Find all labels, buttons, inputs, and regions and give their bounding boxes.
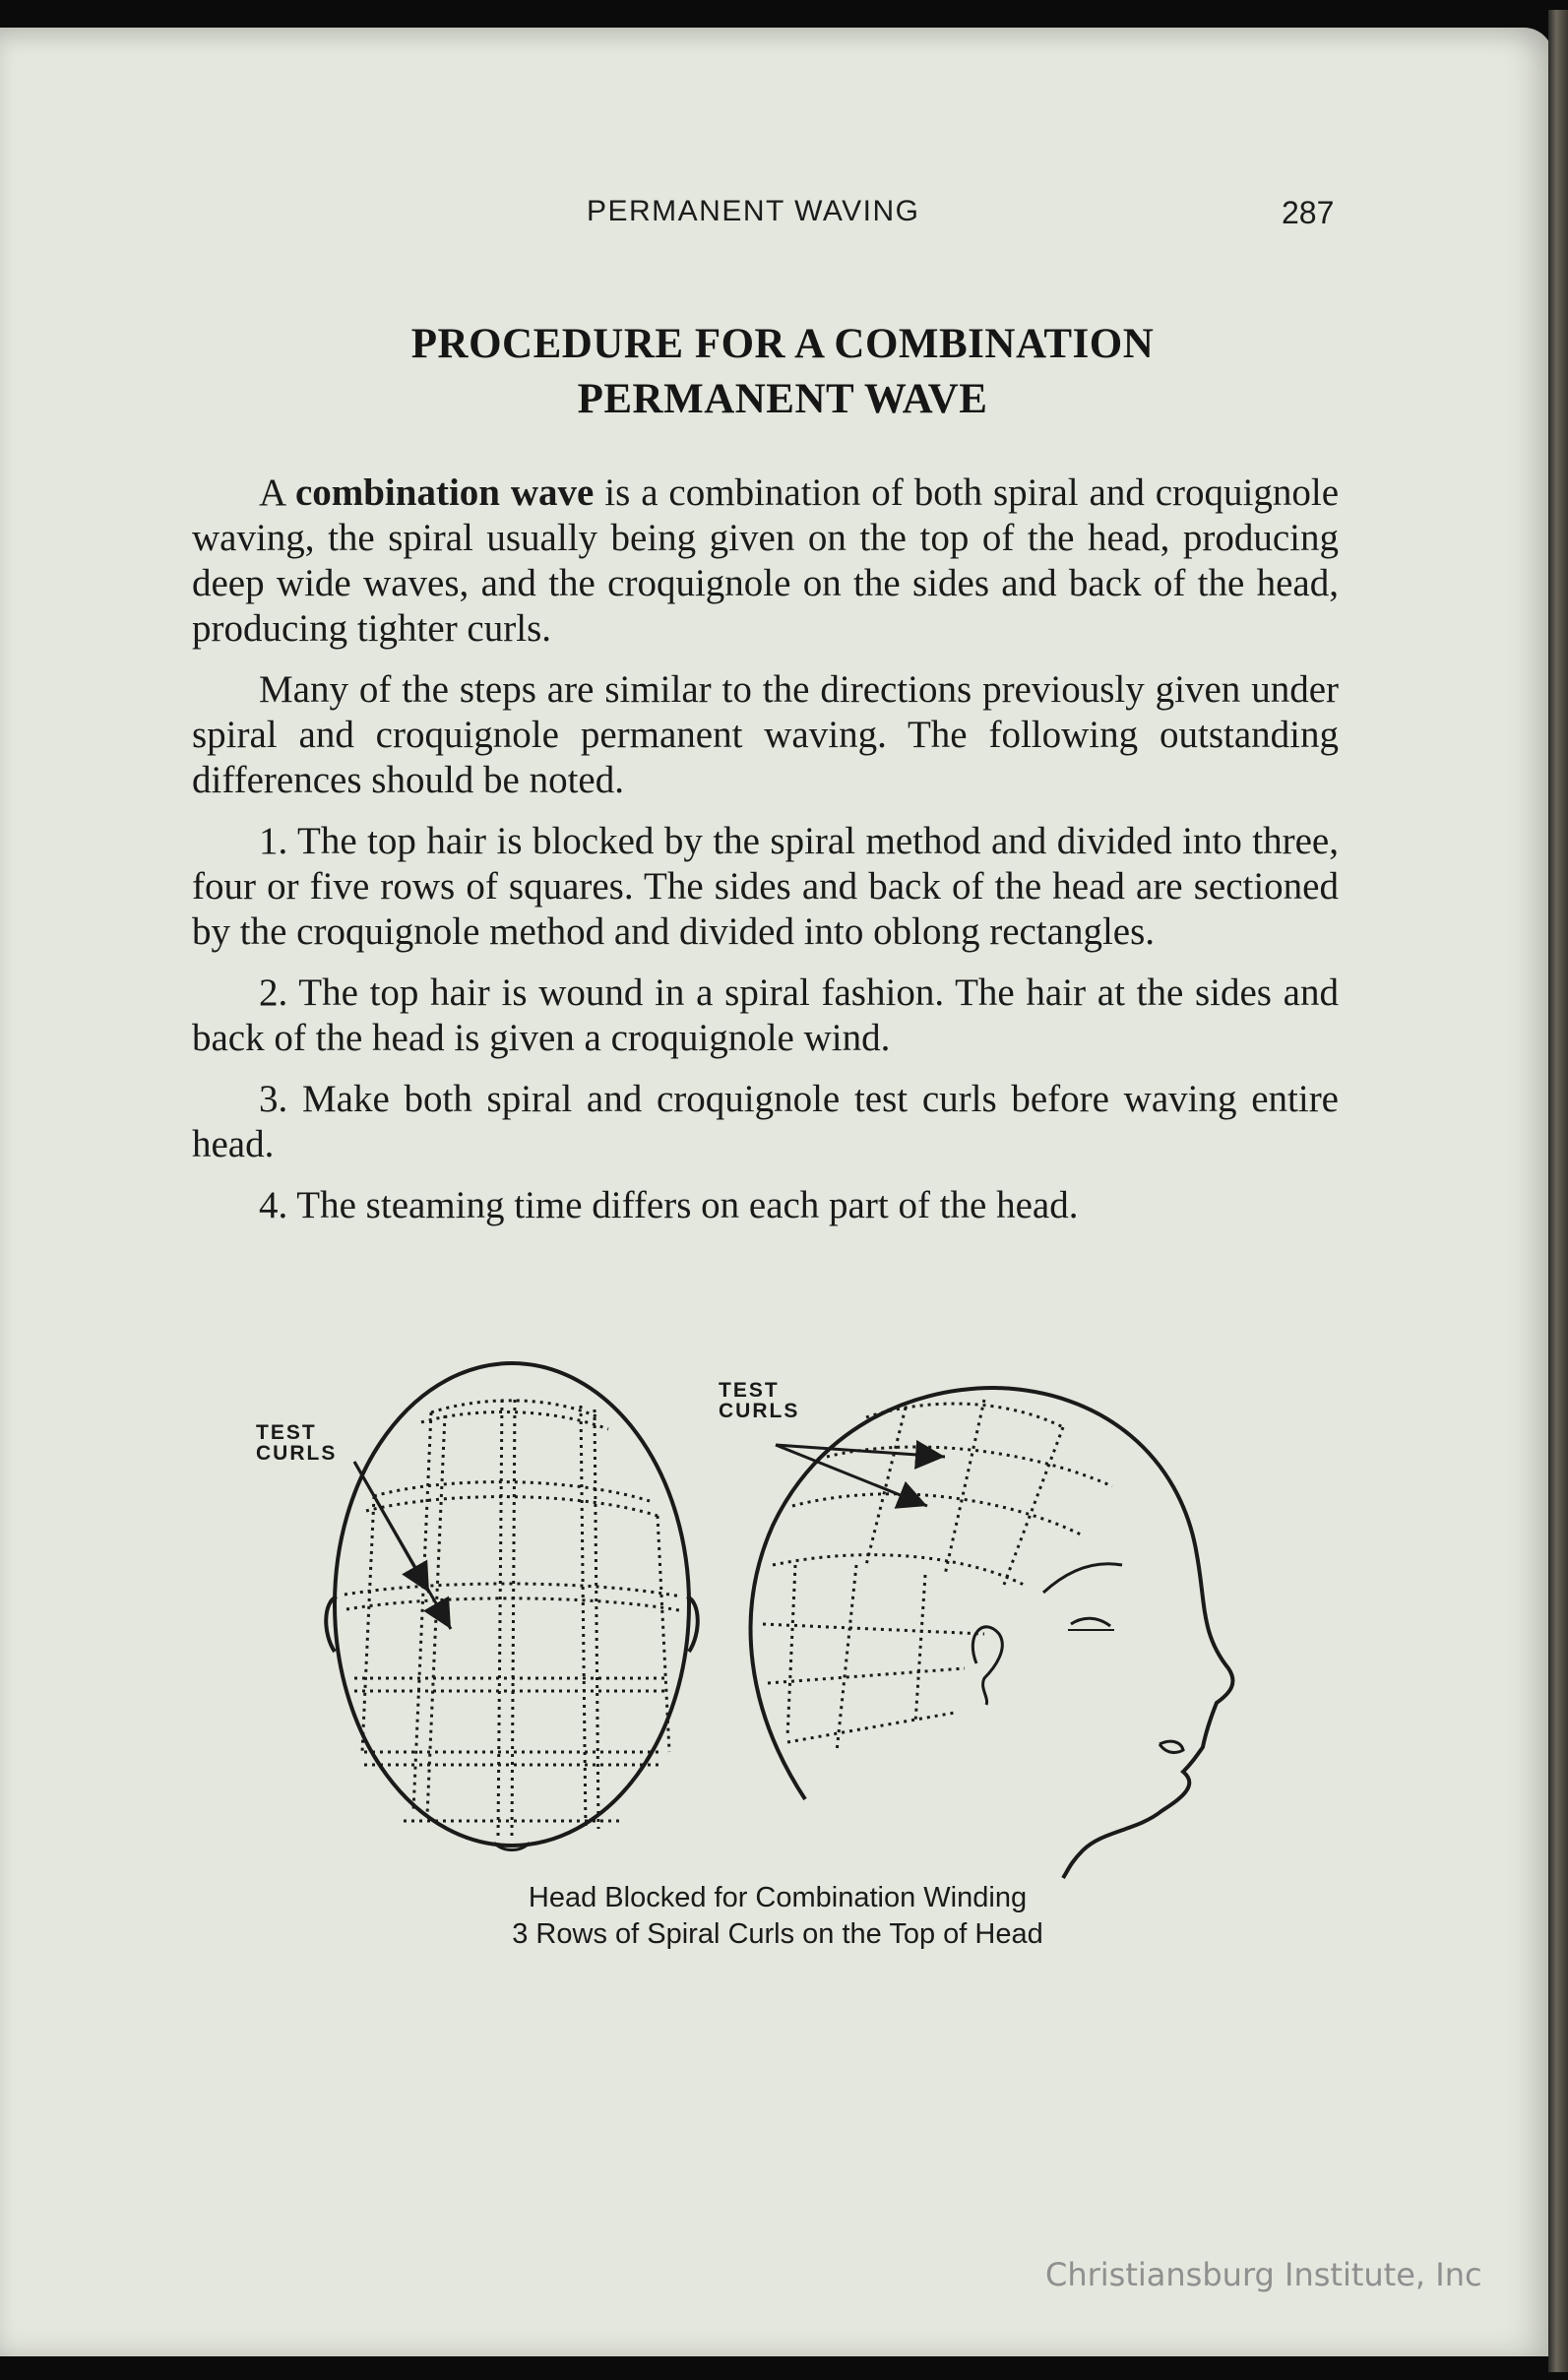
head-blocking-illustration: [236, 1339, 1319, 1890]
page-edge: [1548, 10, 1568, 2372]
intro-start: A: [259, 471, 295, 514]
left-label-line-1: TEST: [256, 1421, 317, 1444]
watermark: Christiansburg Institute, Inc: [1045, 2256, 1482, 2293]
caption-line-2: 3 Rows of Spiral Curls on the Top of Head: [512, 1918, 1043, 1950]
body-text: [192, 470, 1339, 1244]
chapter-title: [197, 317, 1368, 427]
step-3: 3. Make both spiral and croquignole test curls before waving entire head.: [192, 1078, 1339, 1165]
step-1: 1. The top hair is blocked by the spiral method and divided into three, four or five rows of squares. The sides and back of the head are sectioned by the croquignole method and divided into oblong rectangles.: [192, 820, 1339, 953]
running-head: [0, 195, 1568, 234]
paragraph-intro: [192, 470, 1339, 652]
left-test-curls-label: [256, 1422, 337, 1464]
chapter-title-line-1: PROCEDURE FOR A COMBINATION: [410, 321, 1155, 367]
right-label-line-2: CURLS: [719, 1400, 800, 1422]
running-title: PERMANENT WAVING: [587, 195, 920, 227]
paragraph-differences: Many of the steps are similar to the directions previously given under spiral and croquignole permanent waving. The following outstanding differences should be noted.: [192, 668, 1339, 801]
right-label-line-1: TEST: [719, 1379, 780, 1402]
chapter-title-line-2: PERMANENT WAVE: [577, 376, 988, 422]
intro-rest: is a combination of both spiral and croquignole waving, the spiral usually being given on the top of the head, producing deep wide waves, and the croquignole on the sides and back of the head, producing tighter curls.: [192, 471, 1340, 650]
caption-line-1: Head Blocked for Combination Winding: [528, 1882, 1028, 1913]
right-test-curls-label: [719, 1380, 799, 1421]
page-number: 287: [1282, 195, 1335, 230]
step-2: 2. The top hair is wound in a spiral fashion. The hair at the sides and back of the head is given a croquignole wind.: [192, 971, 1339, 1059]
figure-caption: [295, 1880, 1260, 1953]
profile-view-head: [751, 1388, 1233, 1878]
term-combination-wave: combination wave: [294, 471, 595, 514]
back-view-head: [326, 1363, 698, 1850]
left-label-line-2: CURLS: [256, 1442, 338, 1465]
step-4: 4. The steaming time differs on each part of the head.: [259, 1184, 1079, 1226]
